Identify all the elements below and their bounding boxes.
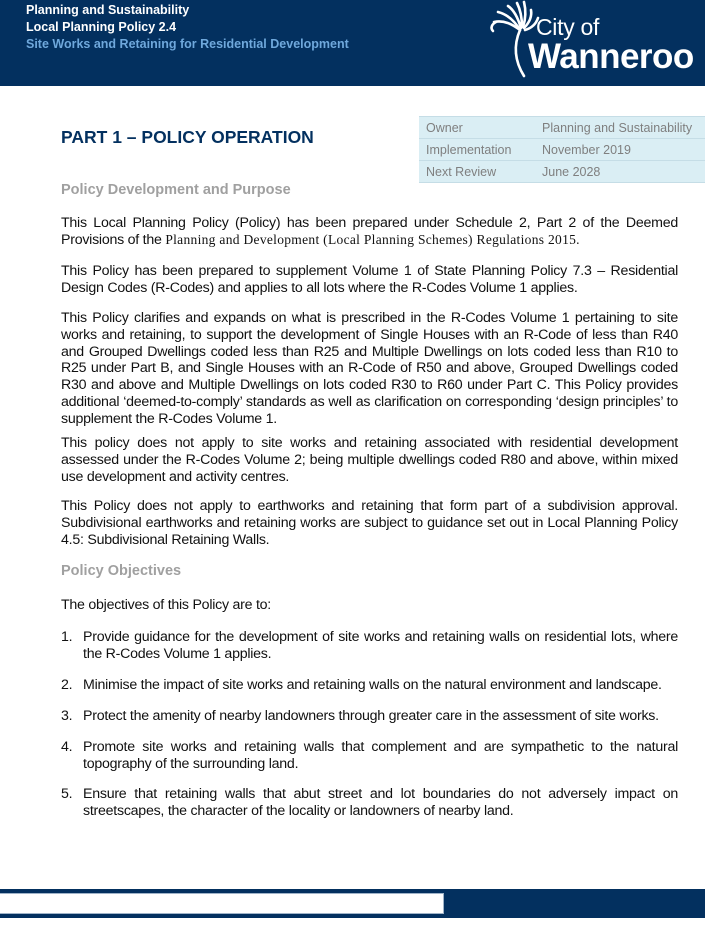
paragraph-5: This Policy does not apply to earthworks and retaining that form part of a subdivision approval. Subdivisional earthworks and retaining works are subject to guidance set out in Local Planning Policy 4.5: Subdivisional Retaining Walls. [61,498,678,548]
list-item [61,739,678,773]
header-policy-number: Local Planning Policy 2.4 [26,20,177,34]
list-number: 2. [61,677,73,693]
table-row [419,161,705,183]
policy-info-table [419,116,705,183]
list-number: 4. [61,739,73,755]
header-department: Planning and Sustainability [26,3,190,17]
list-text: Provide guidance for the development of site works and retaining walls on residential lots, where the R-Codes Volume 1 applies. [83,629,678,662]
logo-wanneroo: Wanneroo [528,37,694,76]
table-row [419,139,705,161]
list-item [61,786,678,820]
paragraph-1 [61,215,678,249]
logo-city-of: City of [536,14,600,40]
paragraph-4: This policy does not apply to site works and retaining associated with residential development assessed under the R-Codes Volume 2; being multiple dwellings coded R80 and above, within mixed use development and activity centres. [61,435,678,485]
part-title: PART 1 – POLICY OPERATION [61,127,314,147]
list-item [61,677,678,694]
footer-stripe [0,893,444,914]
paragraph-2: This Policy has been prepared to supplement Volume 1 of State Planning Policy 7.3 – Residential Design Codes (R-Codes) and applies to all lots where the R-Codes Volume 1 applies. [61,263,678,296]
info-value: June 2028 [542,164,601,179]
info-key: Implementation [426,142,512,157]
header-titles [26,2,349,53]
paragraph-1-text: This Local Planning Policy (Policy) has been prepared under Schedule 2, Part 2 of the Deemed Provisions of the [61,215,678,248]
list-number: 3. [61,708,73,724]
regulations-title: Planning and Development (Local Planning Schemes) Regulations 2015. [165,231,580,247]
section-heading-objectives: Policy Objectives [61,563,182,579]
section-heading-purpose: Policy Development and Purpose [61,182,291,198]
list-text: Promote site works and retaining walls that complement and are sympathetic to the natural topography of the surrounding land. [83,739,678,772]
paragraph-3: This Policy clarifies and expands on what is prescribed in the R-Codes Volume 1 pertaining to site works and retaining, to support the development of Single Houses with an R-Code of less than R40 and Grouped Dwellings coded less than R25 and Multiple Dwellings on lots coded less than R10 to R25 under Part B, and Single Houses with an R-Code of R50 and above, Grouped Dwellings coded R30 and above and Multiple Dwellings on lots coded R30 to R60 under Part C. This Policy provides additional ‘deemed-to-comply’ standards as well as clarification on corresponding ‘design principles’ to supplement the R-Codes Volume 1. [61,310,678,427]
list-text: Ensure that retaining walls that abut street and lot boundaries do not adversely impact on streetscapes, the character of the locality or landowners of nearby land. [83,786,678,819]
objectives-intro: The objectives of this Policy are to: [61,597,271,613]
info-value: November 2019 [542,142,631,157]
info-value: Planning and Sustainability [542,120,693,135]
list-number: 1. [61,629,73,645]
page-header [0,0,705,86]
header-policy-title: Site Works and Retaining for Residential Development [26,37,349,51]
info-key: Next Review [426,164,497,179]
list-text: Protect the amenity of nearby landowners through greater care in the assessment of site works. [83,708,659,724]
list-item [61,708,678,725]
list-text: Minimise the impact of site works and retaining walls on the natural environment and landscape. [83,677,662,693]
info-key: Owner [426,120,463,135]
table-row [419,117,705,139]
list-item [61,629,678,663]
city-of-wanneroo-logo [484,0,705,82]
list-number: 5. [61,786,73,802]
